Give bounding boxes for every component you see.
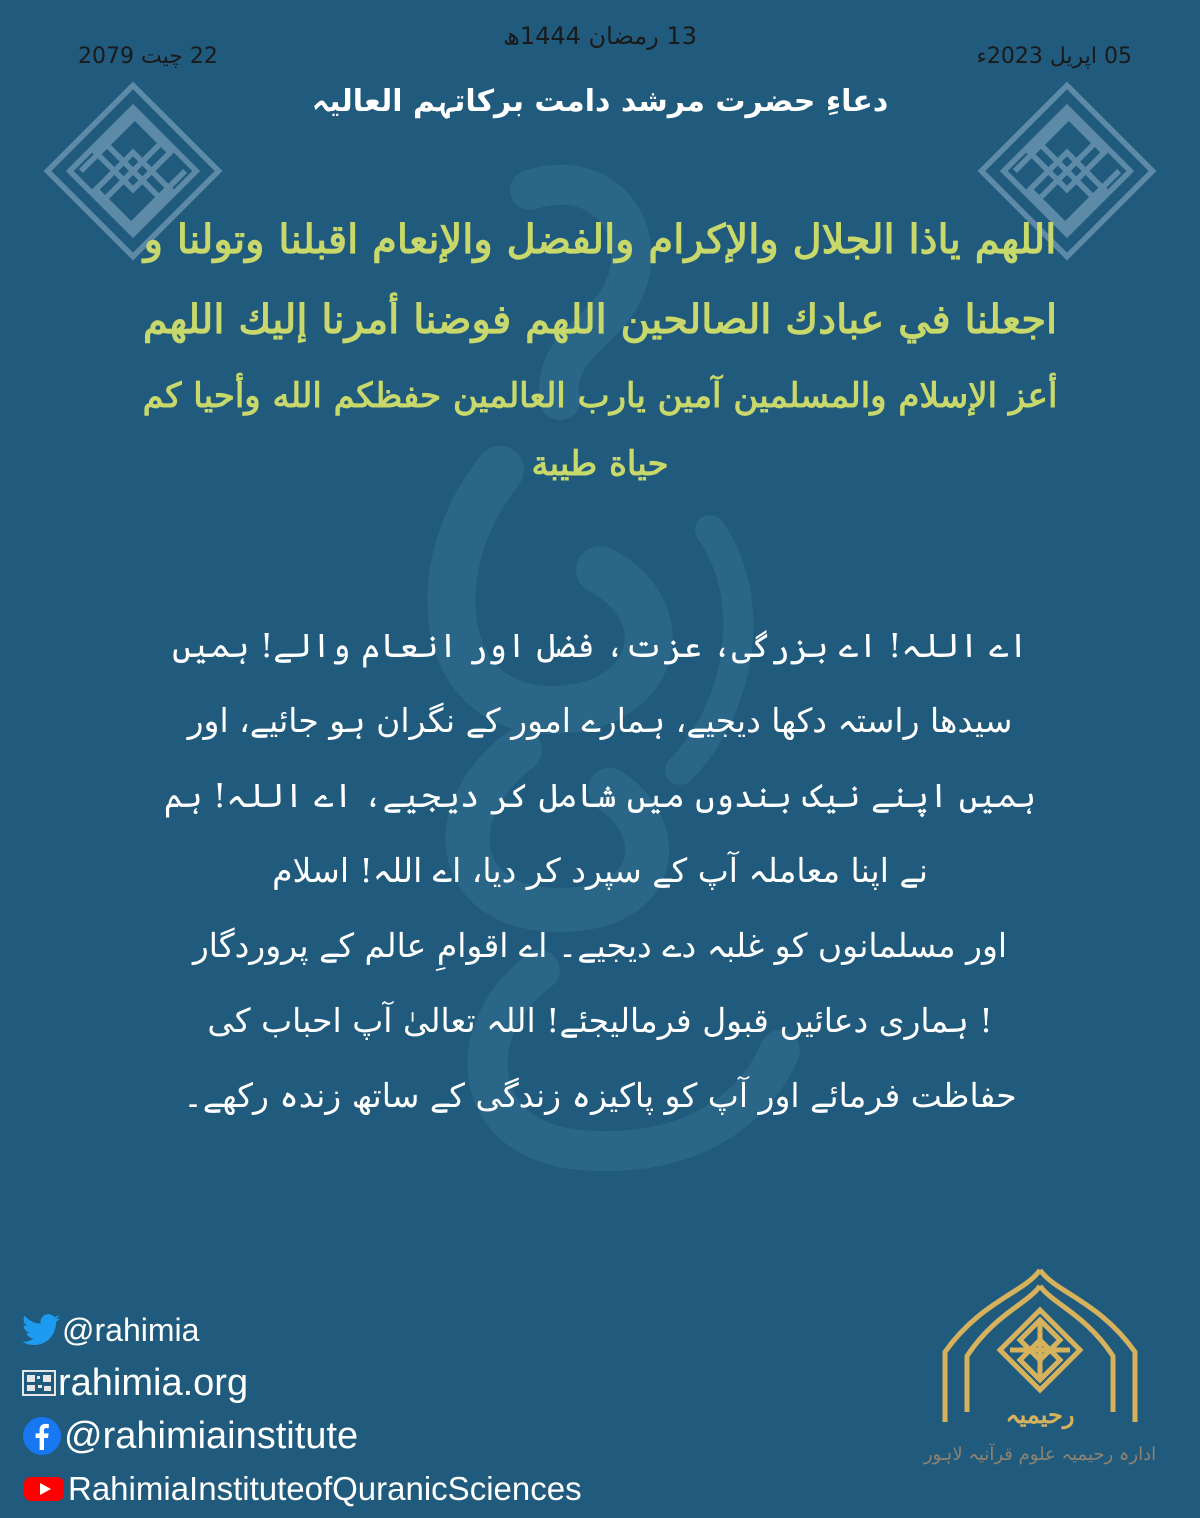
bikrami-date: 22 چیت 2079 <box>78 44 218 69</box>
urdu-line: ! ہماری دعائیں قبول فرمالیجئے! اللہ تعالیٰ آپ احباب کی <box>207 1001 993 1040</box>
qr-code-icon <box>22 1368 56 1398</box>
urdu-line: اور مسلمانوں کو غلبہ دے دیجیے۔ اے اقوامِ عالم کے پروردگار <box>192 926 1008 965</box>
website-url: rahimia.org <box>58 1361 249 1404</box>
arabic-dua-small <box>70 362 1130 498</box>
facebook-handle: @rahimiainstitute <box>64 1414 359 1457</box>
twitter-icon <box>22 1314 60 1346</box>
facebook-icon <box>22 1416 62 1456</box>
logo-subtitle: ادارہ رحیمیہ علوم قرآنیہ لاہور <box>923 1444 1157 1465</box>
gregorian-date: 05 اپریل 2023ء <box>976 44 1132 69</box>
arabic-line: اجعلنا في عبادك الصالحين اللهم فوضنا أمرنا إليك اللهم <box>142 296 1058 343</box>
youtube-link[interactable] <box>22 1465 702 1513</box>
urdu-translation <box>130 608 1070 1133</box>
arabic-line: حياة طيبة <box>531 444 669 484</box>
youtube-channel: RahimiaInstituteofQuranicSciences <box>68 1470 582 1507</box>
social-links <box>22 1306 702 1518</box>
twitter-link[interactable] <box>22 1306 702 1354</box>
facebook-link[interactable] <box>22 1412 702 1460</box>
urdu-line: نے اپنا معاملہ آپ کے سپرد کر دیا، اے اللہ! اسلام <box>272 851 928 890</box>
arabic-dua-large <box>70 200 1130 360</box>
urdu-line: سیدھا راستہ دکھا دیجیے، ہمارے امور کے نگران ہو جائیے، اور <box>187 701 1013 740</box>
dua-header: دعاءِ حضرت مرشد دامت برکاتہم العالیہ <box>311 84 889 119</box>
youtube-icon <box>22 1473 66 1505</box>
arabic-line: أعز الإسلام والمسلمين آمين يارب العالمين حفظكم الله وأحيا كم <box>142 376 1058 416</box>
arabic-line: اللهم ياذا الجلال والإكرام والفضل والإنعام اقبلنا وتولنا و <box>143 216 1057 263</box>
twitter-handle: @rahimia <box>62 1311 200 1348</box>
urdu-line: حفاظت فرمائے اور آپ کو پاکیزہ زندگی کے ساتھ زندہ رکھے۔ <box>183 1076 1017 1115</box>
logo-name: رحیمیہ <box>1005 1400 1075 1429</box>
urdu-line: اے اللہ! اے بزرگی، عزت، فضل اور انعام والے! ہمیں <box>172 626 1028 665</box>
website-link[interactable] <box>22 1359 702 1407</box>
urdu-line: ہمیں اپنے نیک بندوں میں شامل کر دیجیے، اے اللہ! ہم <box>163 776 1037 815</box>
hijri-date: 13 رمضان 1444ھ <box>503 22 697 50</box>
